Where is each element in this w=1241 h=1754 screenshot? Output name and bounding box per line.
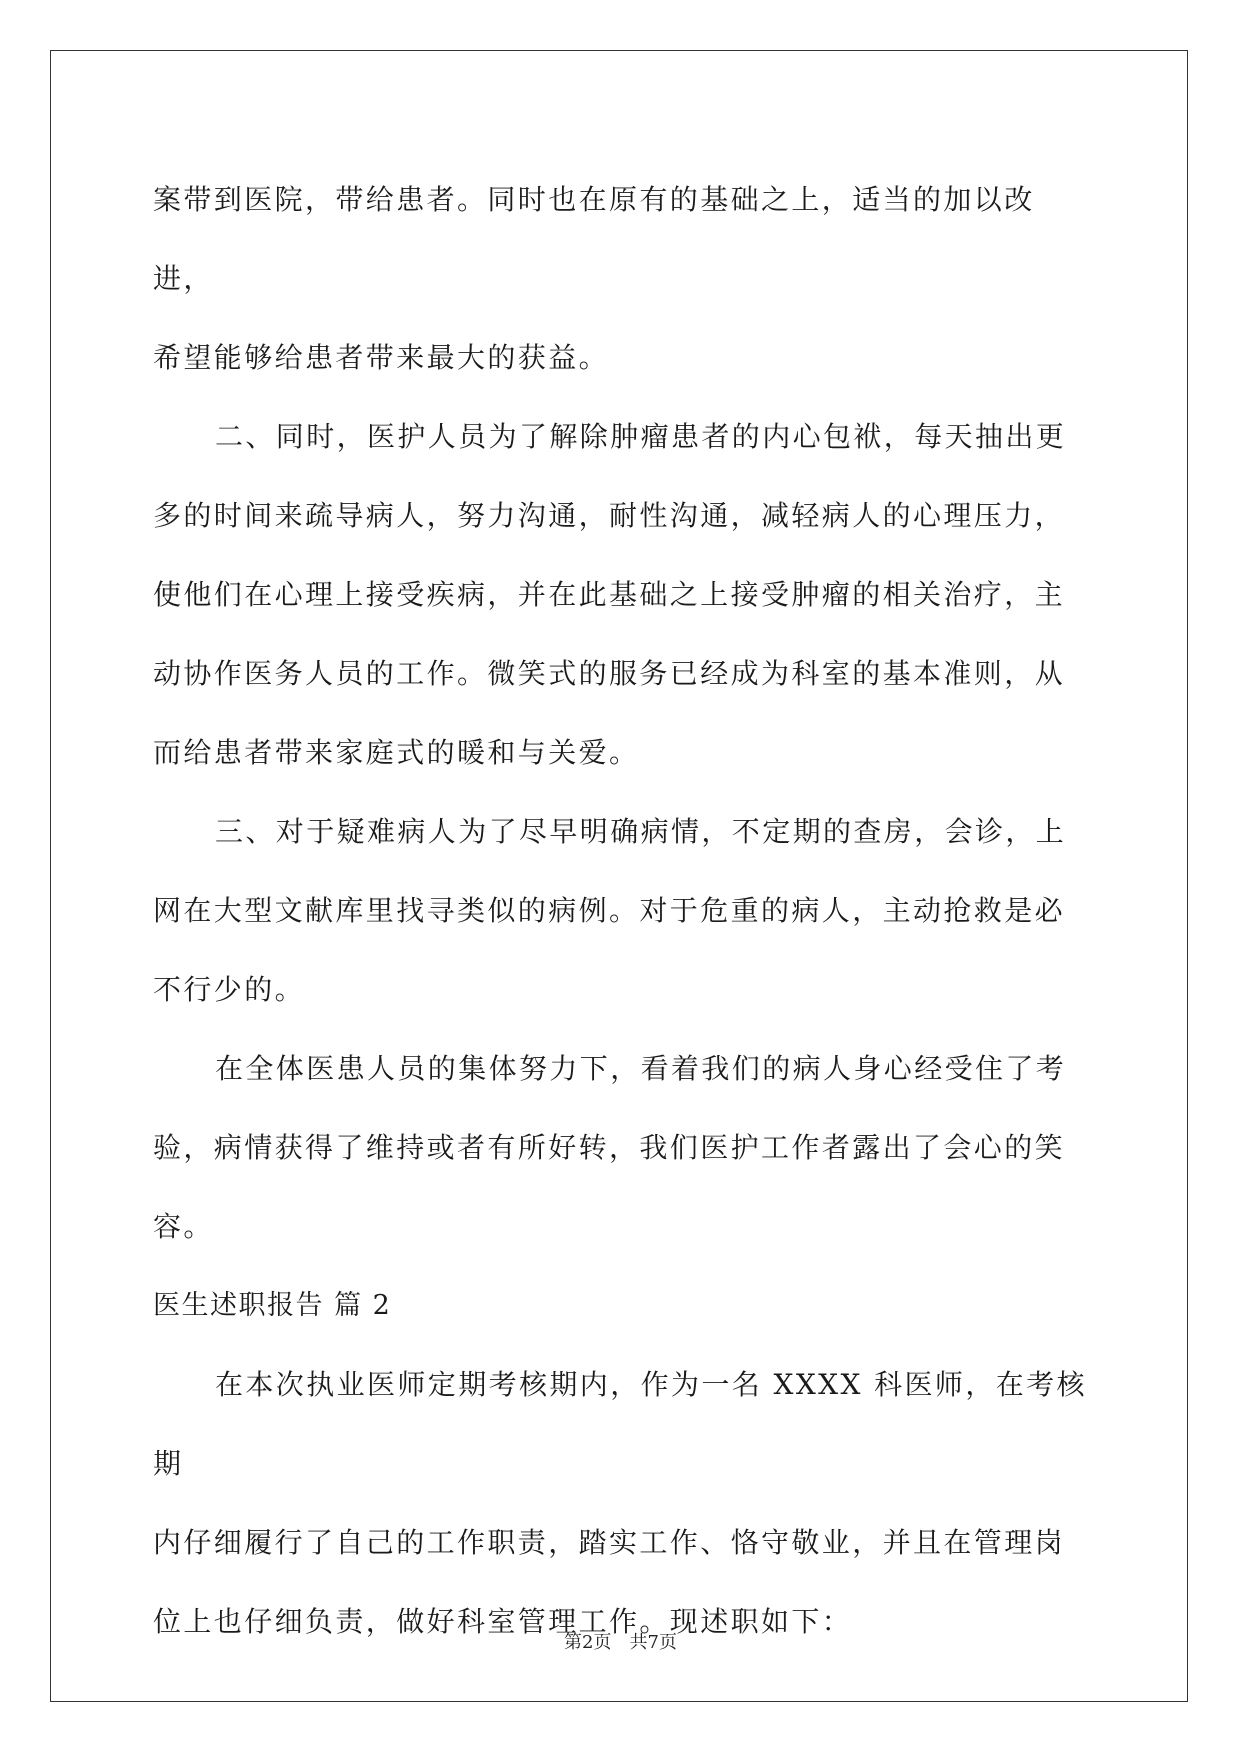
text-line: 使他们在心理上接受疾病，并在此基础之上接受肿瘤的相关治疗，主 bbox=[153, 578, 1066, 611]
text-line: 希望能够给患者带来最大的获益。 bbox=[153, 341, 610, 374]
text-line: 不行少的。 bbox=[153, 973, 306, 1006]
document-body bbox=[153, 160, 1093, 1661]
text-line: 验，病情获得了维持或者有所好转，我们医护工作者露出了会心的笑 bbox=[153, 1131, 1066, 1164]
text-line: 二、同时，医护人员为了解除肿瘤患者的内心包袱，每天抽出更 bbox=[215, 420, 1067, 453]
text-line: 在全体医患人员的集体努力下，看着我们的病人身心经受住了考 bbox=[215, 1052, 1067, 1085]
text-line: 容。 bbox=[153, 1210, 214, 1243]
text-line: 位上也仔细负责，做好科室管理工作。现述职如下： bbox=[153, 1605, 853, 1638]
text-line: 网在大型文献库里找寻类似的病例。对于危重的病人，主动抢救是必 bbox=[153, 894, 1066, 927]
total-pages-label: 共7页 bbox=[629, 1632, 677, 1653]
text-line: 内仔细履行了自己的工作职责，踏实工作、恪守敬业，并且在管理岗 bbox=[153, 1526, 1066, 1559]
text-line: 动协作医务人员的工作。微笑式的服务已经成为科室的基本准则，从 bbox=[153, 657, 1066, 690]
text-line: 多的时间来疏导病人，努力沟通，耐性沟通，减轻病人的心理压力， bbox=[153, 499, 1066, 532]
current-page-label: 第2页 bbox=[564, 1632, 612, 1653]
text-line: 在本次执业医师定期考核期内，作为一名 XXXX 科医师，在考核期 bbox=[153, 1368, 1087, 1480]
text-line: 案带到医院，带给患者。同时也在原有的基础之上，适当的加以改进， bbox=[153, 183, 1035, 295]
text-line: 三、对于疑难病人为了尽早明确病情，不定期的查房，会诊，上 bbox=[215, 815, 1067, 848]
section-heading: 医生述职报告 篇 2 bbox=[153, 1290, 392, 1321]
page-footer bbox=[0, 1628, 1241, 1654]
text-line: 而给患者带来家庭式的暖和与关爱。 bbox=[153, 736, 640, 769]
